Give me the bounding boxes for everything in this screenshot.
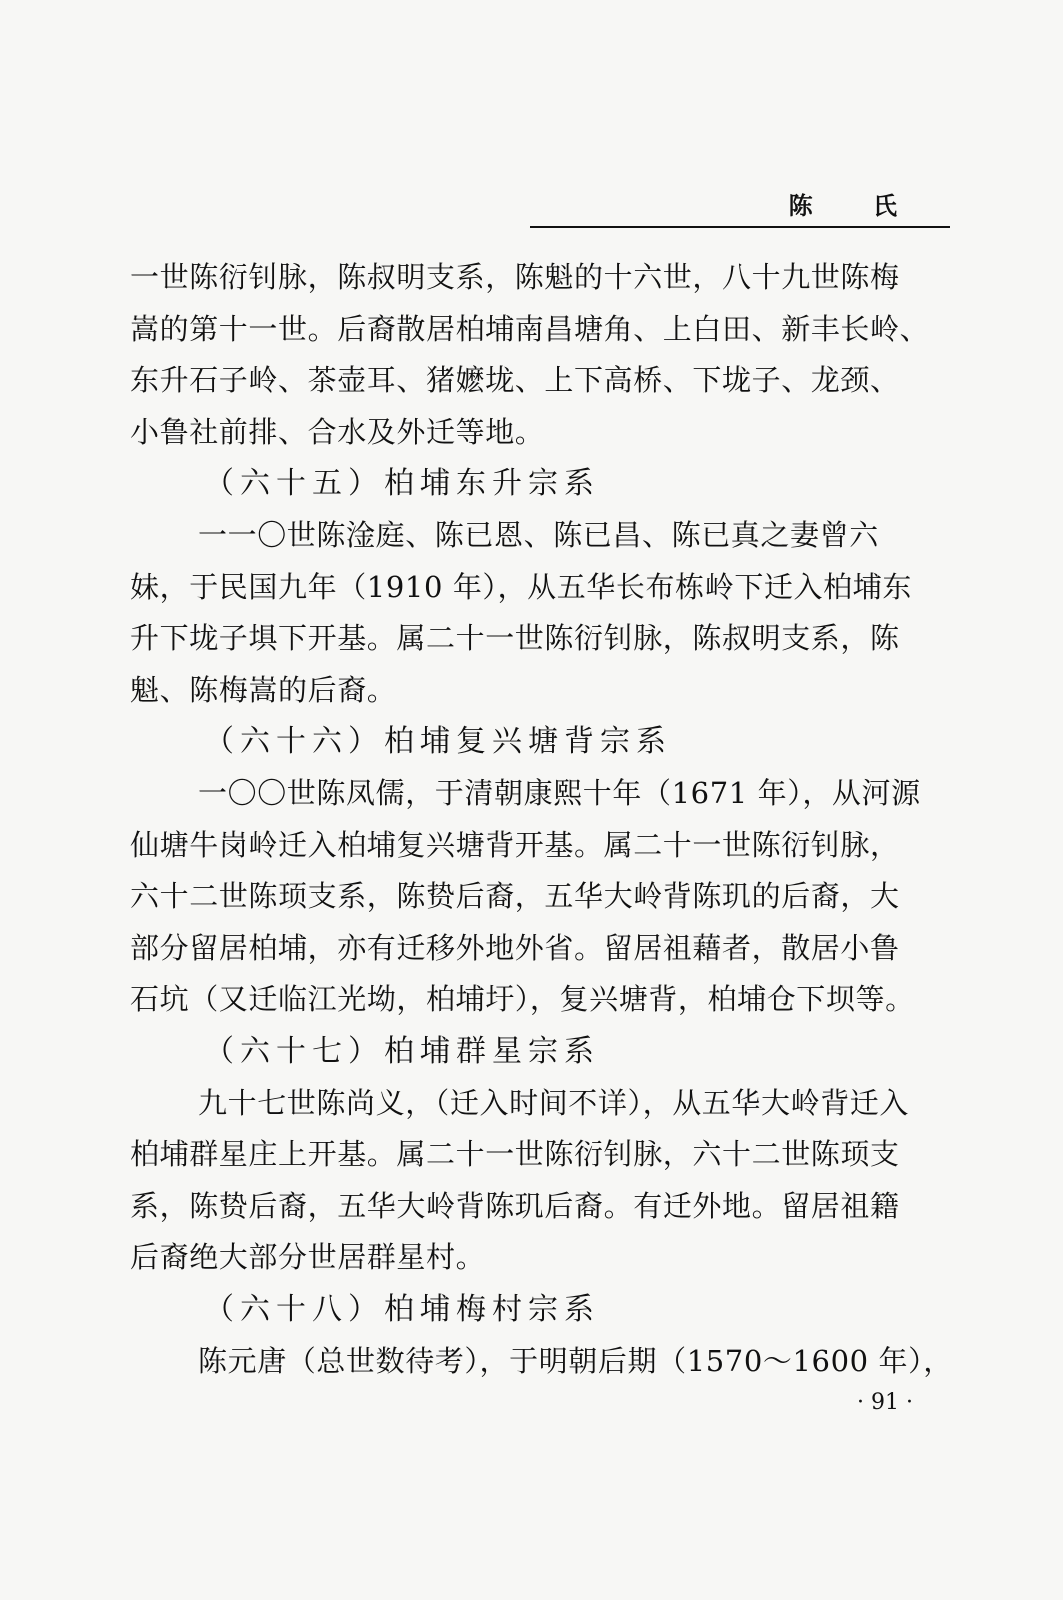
text-line: 一世陈衍钊脉，陈叔明支系，陈魁的十六世，八十九世陈梅 (130, 260, 900, 294)
text-line: 陈元唐（总世数待考），于明朝后期（1570～1600 年）， (198, 1343, 953, 1378)
text-line: 小鲁社前排、合水及外迁等地。 (130, 414, 545, 449)
section-heading-67: （六十七）柏埔群星宗系 (204, 1033, 600, 1069)
text-line: 后裔绝大部分世居群星村。 (130, 1240, 486, 1274)
running-head: 陈 氏 (788, 192, 923, 220)
text-line: 系，陈贽后裔，五华大岭背陈玑后裔。有迁外地。留居祖籍 (130, 1188, 900, 1223)
section-heading-68: （六十八）柏埔梅村宗系 (204, 1291, 600, 1327)
text-line: 柏埔群星庄上开基。属二十一世陈衍钊脉，六十二世陈顼支 (130, 1137, 900, 1171)
text-line: 石坑（又迁临江光坳，柏埔圩），复兴塘背，柏埔仓下坝等。 (130, 982, 915, 1016)
text-line: 东升石子岭、茶壶耳、猪嬷垅、上下高桥、下垅子、龙颈、 (130, 363, 900, 397)
text-line: 升下垅子埧下开基。属二十一世陈衍钊脉，陈叔明支系，陈 (130, 621, 900, 655)
header-rule (530, 226, 950, 228)
text-line: 魁、陈梅嵩的后裔。 (130, 672, 397, 707)
text-line: 六十二世陈顼支系，陈贽后裔，五华大岭背陈玑的后裔，大 (130, 879, 900, 913)
text-line: 一〇〇世陈凤儒，于清朝康熙十年（1671 年），从河源 (198, 776, 921, 810)
page-body (130, 252, 955, 1387)
text-line: 仙塘牛岗岭迁入柏埔复兴塘背开基。属二十一世陈衍钊脉， (130, 827, 900, 862)
text-line: 一一〇世陈淦庭、陈已恩、陈已昌、陈已真之妻曾六 (198, 518, 879, 552)
text-line: 嵩的第十一世。后裔散居柏埔南昌塘角、上白田、新丰长岭、 (130, 311, 930, 346)
text-line: 部分留居柏埔，亦有迁移外地外省。留居祖藉者，散居小鲁 (130, 930, 900, 965)
page-number: · 91 · (857, 1390, 913, 1415)
text-line: 妹，于民国九年（1910 年），从五华长布栋岭下迁入柏埔东 (130, 569, 912, 604)
text-line: 九十七世陈尚义，（迁入时间不详），从五华大岭背迁入 (198, 1085, 910, 1120)
section-heading-65: （六十五）柏埔东升宗系 (204, 466, 600, 501)
section-heading-66: （六十六）柏埔复兴塘背宗系 (204, 724, 672, 759)
